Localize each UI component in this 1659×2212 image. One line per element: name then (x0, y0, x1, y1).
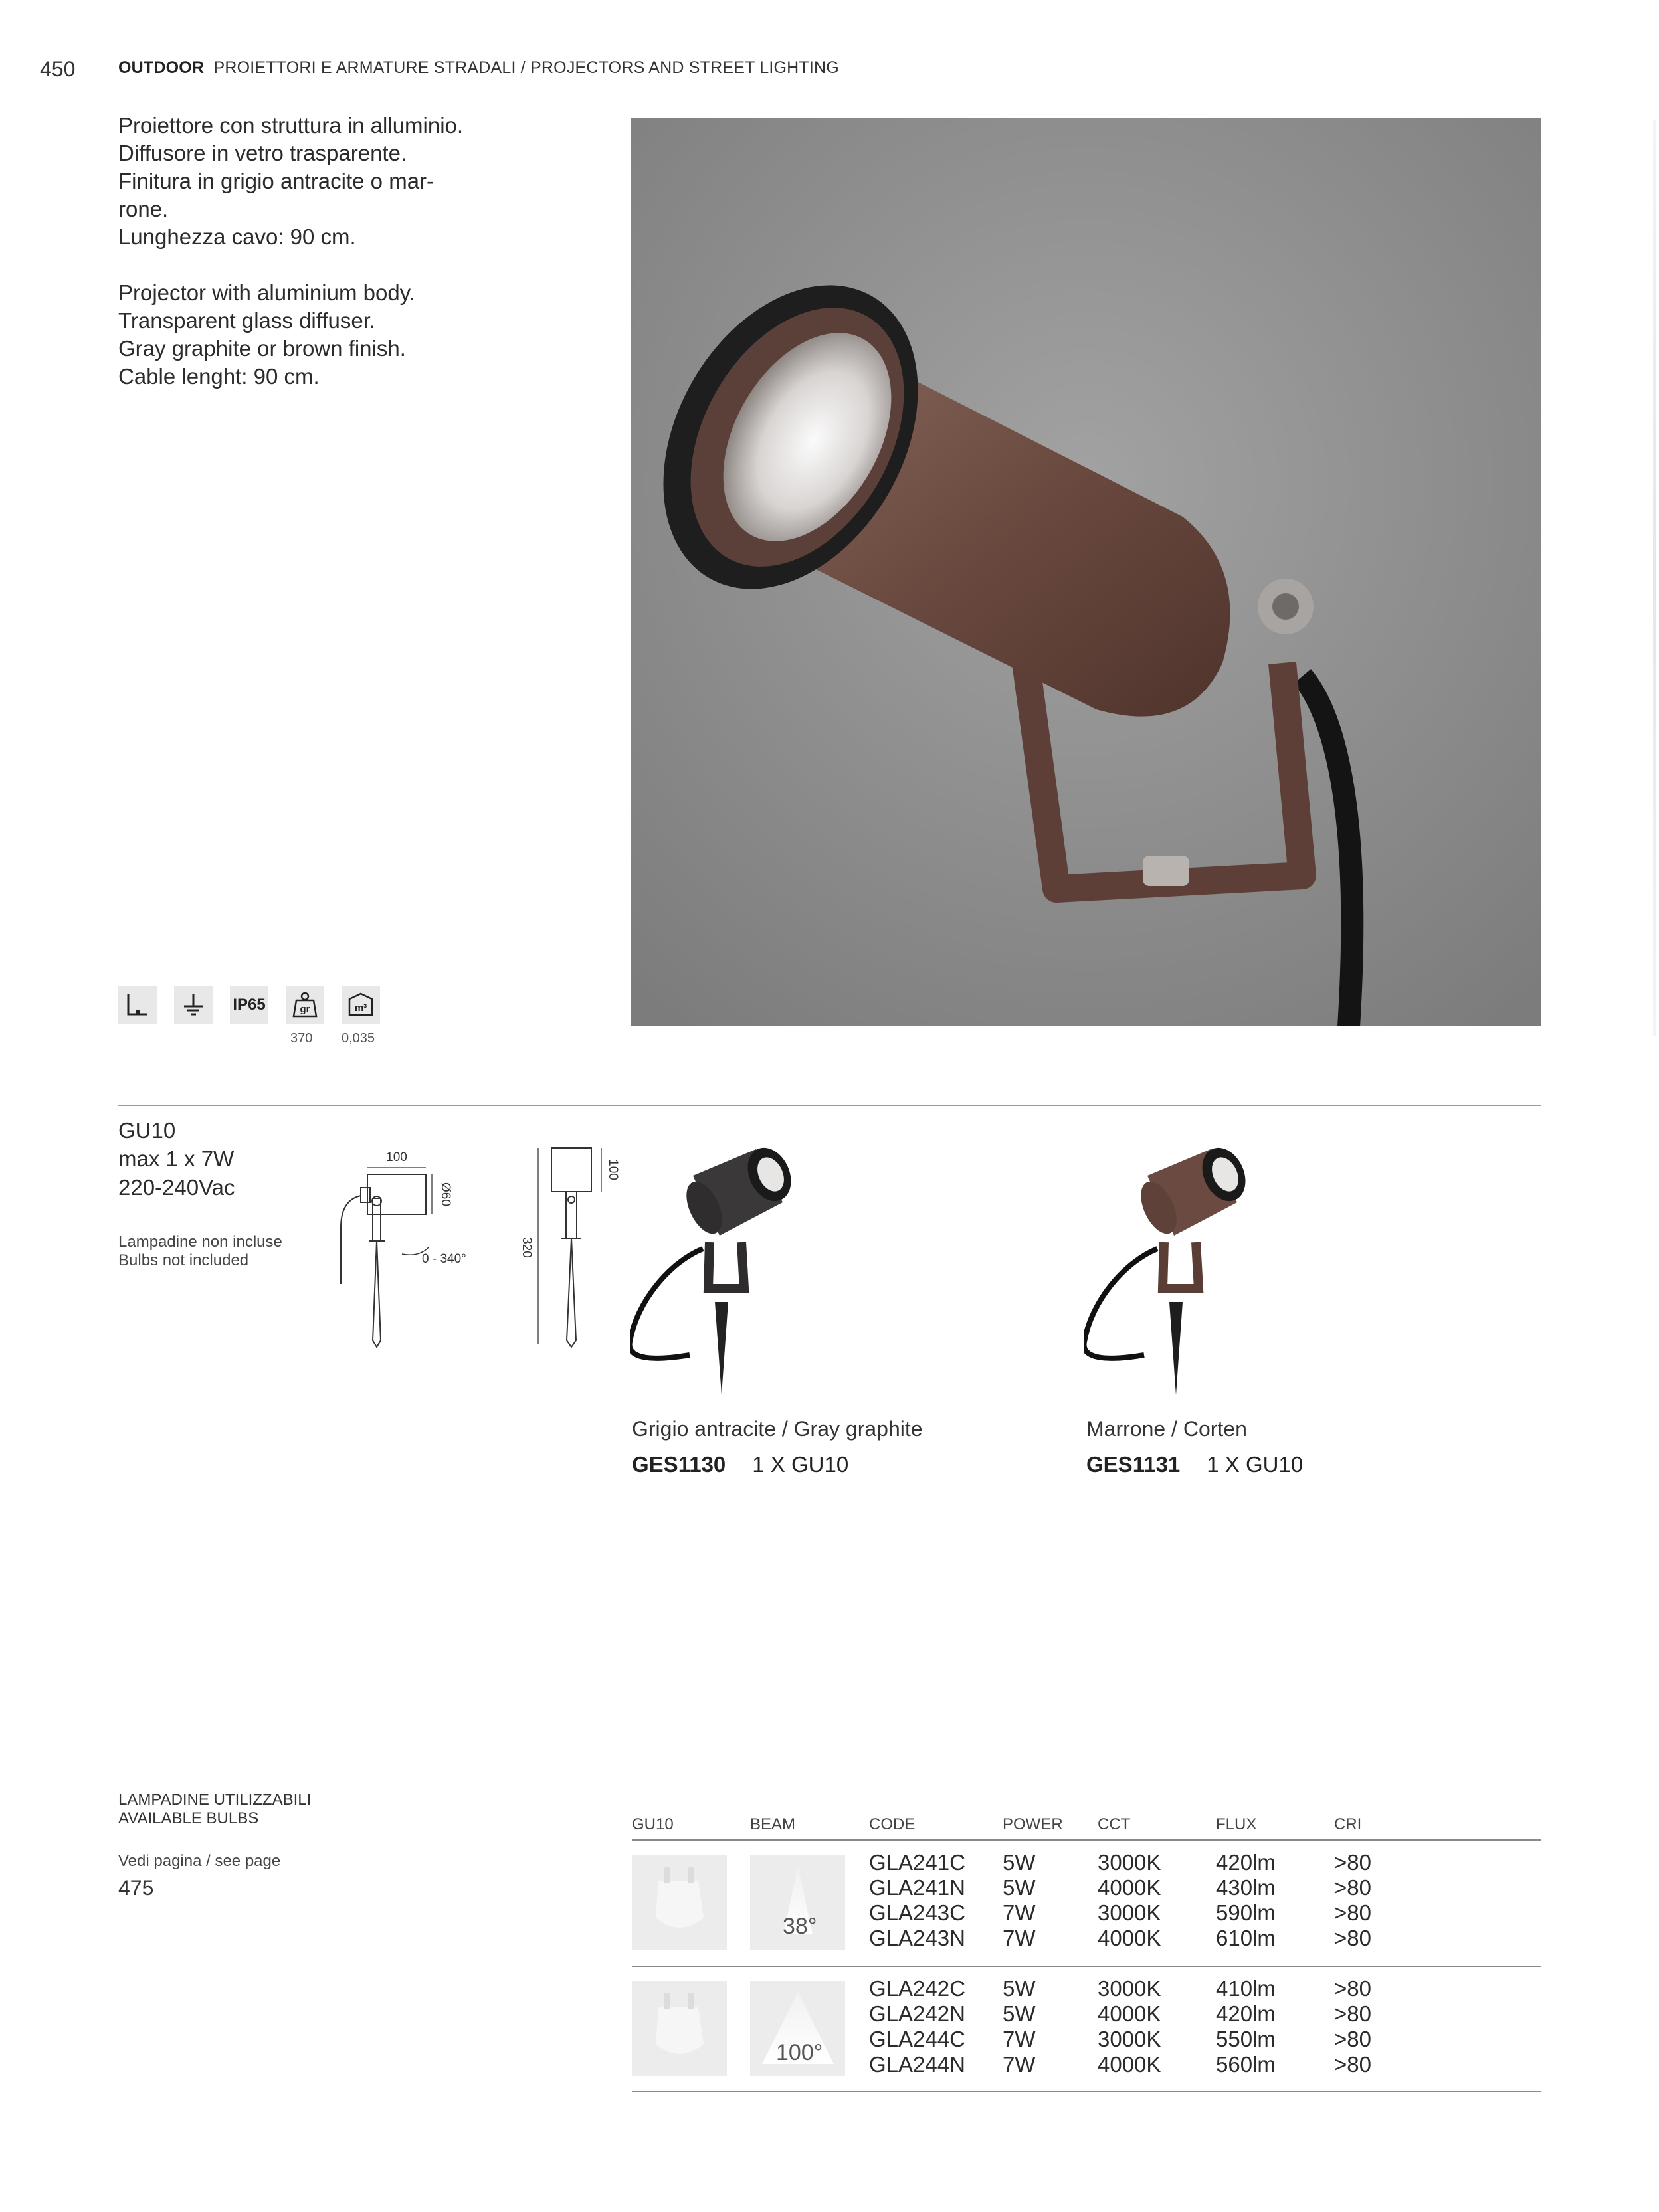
group-divider (632, 1966, 1541, 1967)
bulb-code: GLA243C (869, 1900, 965, 1925)
bulbs-title-line: AVAILABLE BULBS (118, 1809, 259, 1827)
col-header-power: POWER (1003, 1815, 1063, 1833)
desc-it-line: rone. (118, 197, 169, 221)
volume-symbol: m³ (354, 1002, 367, 1014)
weight-value: 370 (290, 1031, 313, 1046)
bulb-cct-value: 3000K (1098, 2027, 1161, 2051)
bulb-flux (1216, 1850, 1276, 1951)
col-header-cct: CCT (1098, 1815, 1131, 1833)
bulb-cct-value: 4000K (1098, 1926, 1161, 1950)
bulb-code: GLA241N (869, 1875, 965, 1900)
bulb-flux-value: 410lm (1216, 1976, 1276, 2001)
variant-name: Marrone / Corten (1086, 1417, 1247, 1441)
bulb-flux-value: 420lm (1216, 1850, 1276, 1875)
col-header-gu10: GU10 (632, 1815, 674, 1833)
bulb-code: GLA242C (869, 1976, 965, 2001)
col-header-cri: CRI (1334, 1815, 1362, 1833)
bulb-power-value: 5W (1003, 1875, 1036, 1900)
variant-code: GES1130 (632, 1452, 726, 1477)
bulb-flux-value: 430lm (1216, 1875, 1276, 1900)
desc-it-line: Proiettore con struttura in alluminio. (118, 113, 464, 138)
bulb-power-value: 7W (1003, 2052, 1036, 2076)
bulb-cri-value: >80 (1334, 1875, 1371, 1900)
bulbs-note (118, 1233, 282, 1270)
bulb-cri-value: >80 (1334, 2027, 1371, 2051)
bulb-power-value: 7W (1003, 2027, 1036, 2051)
bracket-screw (1143, 856, 1189, 886)
bulb-flux-value: 420lm (1216, 2001, 1276, 2026)
ip-rating-icon: IP65 (230, 986, 268, 1024)
bulb-cri (1334, 1850, 1371, 1951)
desc-en-line: Transparent glass diffuser. (118, 308, 376, 333)
section-divider (118, 1105, 1541, 1106)
bulb-code: GLA244N (869, 2052, 965, 2076)
description-italian (118, 112, 490, 251)
desc-it-line: Lunghezza cavo: 90 cm. (118, 225, 356, 249)
bulb-power-value: 5W (1003, 1850, 1036, 1875)
variant-corten-photo (1084, 1129, 1284, 1395)
bulb-power-value: 7W (1003, 1900, 1036, 1925)
bulb-flux (1216, 1976, 1276, 2077)
product-description (118, 112, 490, 418)
variant-code-line (1086, 1452, 1303, 1477)
beam-angle-label: 38° (783, 1914, 817, 1939)
bulb-flux-value: 560lm (1216, 2052, 1276, 2076)
variant-config: 1 X GU10 (752, 1452, 849, 1477)
surface-mount-icon (118, 986, 157, 1024)
bulb-cct-value: 3000K (1098, 1900, 1161, 1925)
desc-en-line: Gray graphite or brown finish. (118, 336, 406, 361)
see-page-label: Vedi pagina / see page (118, 1852, 281, 1870)
bulb-cct (1098, 1850, 1161, 1951)
bulb-cct (1098, 1976, 1161, 2077)
table-header-rule (632, 1839, 1541, 1841)
bulb-cri-value: >80 (1334, 1900, 1371, 1925)
col-header-code: CODE (869, 1815, 916, 1833)
bulb-cri-value: >80 (1334, 1976, 1371, 2001)
variant-gray-photo (630, 1129, 829, 1395)
variant-name: Grigio antracite / Gray graphite (632, 1417, 923, 1441)
bulb-power-value: 5W (1003, 2001, 1036, 2026)
bulb-flux-value: 590lm (1216, 1900, 1276, 1925)
see-page-number: 475 (118, 1876, 154, 1900)
col-header-flux: FLUX (1216, 1815, 1257, 1833)
spec-line: GU10 (118, 1118, 176, 1143)
spec-line: max 1 x 7W (118, 1147, 235, 1171)
note-line: Bulbs not included (118, 1251, 249, 1269)
variant-config: 1 X GU10 (1207, 1452, 1304, 1477)
bulbs-title-line: LAMPADINE UTILIZZABILI (118, 1791, 312, 1809)
bulb-power (1003, 1850, 1036, 1951)
bulb-power (1003, 1976, 1036, 2077)
bulb-cct-value: 3000K (1098, 1850, 1161, 1875)
bulb-cri-value: >80 (1334, 1926, 1371, 1950)
bulb-cri (1334, 1976, 1371, 2077)
variant-code-line (632, 1452, 848, 1477)
volume-value: 0,035 (342, 1031, 375, 1046)
dim-width: 100 (386, 1151, 407, 1164)
col-header-beam: BEAM (750, 1815, 796, 1833)
table-bottom-rule (632, 2091, 1541, 2092)
dim-height-head: 100 (606, 1159, 620, 1180)
bulb-power-value: 7W (1003, 1926, 1036, 1950)
weight-icon (286, 986, 324, 1024)
bulb-flux-value: 610lm (1216, 1926, 1276, 1950)
page-edge (1653, 120, 1656, 1036)
technical-specs (118, 1116, 235, 1202)
desc-it-line: Finitura in grigio antracite o mar- (118, 169, 435, 193)
variant-code: GES1131 (1086, 1452, 1181, 1477)
bulb-code: GLA244C (869, 2027, 965, 2051)
beam-angle-label: 100° (776, 2040, 823, 2065)
certification-icons (118, 986, 380, 1024)
page-number: 450 (40, 57, 76, 81)
bulb-flux-value: 550lm (1216, 2027, 1276, 2051)
bulb-code: GLA242N (869, 2001, 965, 2026)
bulb-photo (632, 1981, 727, 2076)
bulb-cct-value: 4000K (1098, 2052, 1161, 2076)
bulb-cct-value: 3000K (1098, 1976, 1161, 2001)
bulb-codes (869, 1976, 965, 2077)
bulb-code: GLA241C (869, 1850, 965, 1875)
earth-ground-icon (174, 986, 213, 1024)
header-section: PROIETTORI E ARMATURE STRADALI / PROJECTORS AND STREET LIGHTING (213, 58, 839, 77)
bulb-code: GLA243N (869, 1926, 965, 1950)
note-line: Lampadine non incluse (118, 1233, 282, 1251)
bulb-cct-value: 4000K (1098, 1875, 1161, 1900)
product-hero-photo (631, 118, 1541, 1026)
bulb-cri-value: >80 (1334, 2052, 1371, 2076)
bulb-photo (632, 1855, 727, 1950)
bulb-cct-value: 4000K (1098, 2001, 1161, 2026)
desc-en-line: Cable lenght: 90 cm. (118, 364, 320, 389)
description-english (118, 279, 490, 391)
header-category: OUTDOOR (118, 58, 205, 77)
spec-line: 220-240Vac (118, 1175, 235, 1200)
bulb-power-value: 5W (1003, 1976, 1036, 2001)
technical-drawing (329, 1141, 641, 1354)
desc-en-line: Projector with aluminium body. (118, 280, 415, 305)
page-header (118, 58, 839, 78)
volume-icon (342, 986, 380, 1024)
bulb-cri-value: >80 (1334, 2001, 1371, 2026)
desc-it-line: Diffusore in vetro trasparente. (118, 141, 407, 165)
bulbs-section-title (118, 1791, 311, 1828)
dim-height-total: 320 (520, 1237, 534, 1258)
bulb-codes (869, 1850, 965, 1951)
weight-symbol: gr (300, 1004, 310, 1015)
dim-diameter: Ø60 (439, 1182, 452, 1206)
bulb-cri-value: >80 (1334, 1850, 1371, 1875)
dim-rotation: 0 - 340° (422, 1252, 466, 1266)
